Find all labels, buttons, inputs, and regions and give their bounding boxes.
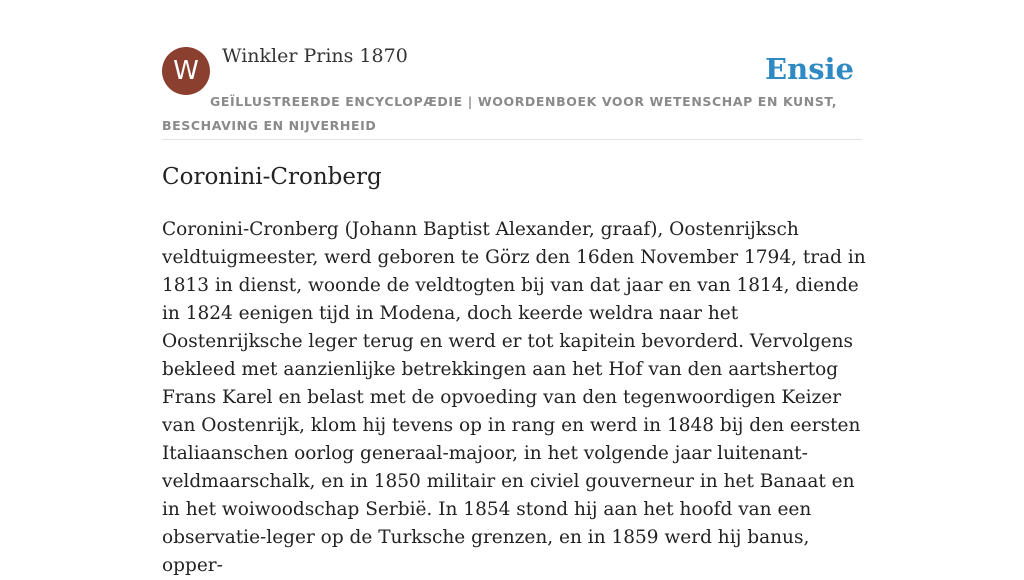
- source-title[interactable]: Winkler Prins 1870: [222, 45, 408, 67]
- header-divider: [162, 139, 862, 140]
- avatar[interactable]: W: [162, 47, 210, 95]
- source-subtitle: GEÏLLUSTREERDE ENCYCLOPÆDIE | WOORDENBOEK VOOR WETENSCHAP EN KUNST, BESCHAVING EN NIJVERHEID: [162, 94, 838, 133]
- article-body: Coronini-Cronberg (Johann Baptist Alexander, graaf), Oostenrijksch veldtuigmeester, werd geboren te Görz den 16den November 1794, trad in 1813 in dienst, woonde de veldtogten bij van dat jaar en van 1814, diende in 1824 eenigen tijd in Modena, doch keerde weldra naar het Oostenrijksche leger terug en werd er tot kapitein bevorderd. Vervolgens bekleed met aanzienlijke betrekkingen aan het Hof van den aartshertog Frans Karel en belast met de opvoeding van den tegenwoordigen Keizer van Oostenrijk, klom hij tevens op in rang en werd in 1848 bij den eersten Italiaanschen oorlog generaal-majoor, in het volgende jaar luitenant-veldmaarschalk, en in 1850 militair en civiel gouverneur in het Banaat en in het woiwoodschap Serbië. In 1854 stond hij aan het hoofd van een observatie-leger op de Turksche grenzen, en in 1859 werd hij banus, opper-: [162, 219, 866, 576]
- article-title: Coronini-Cronberg: [162, 164, 382, 190]
- ensie-logo[interactable]: Ensie: [765, 52, 854, 86]
